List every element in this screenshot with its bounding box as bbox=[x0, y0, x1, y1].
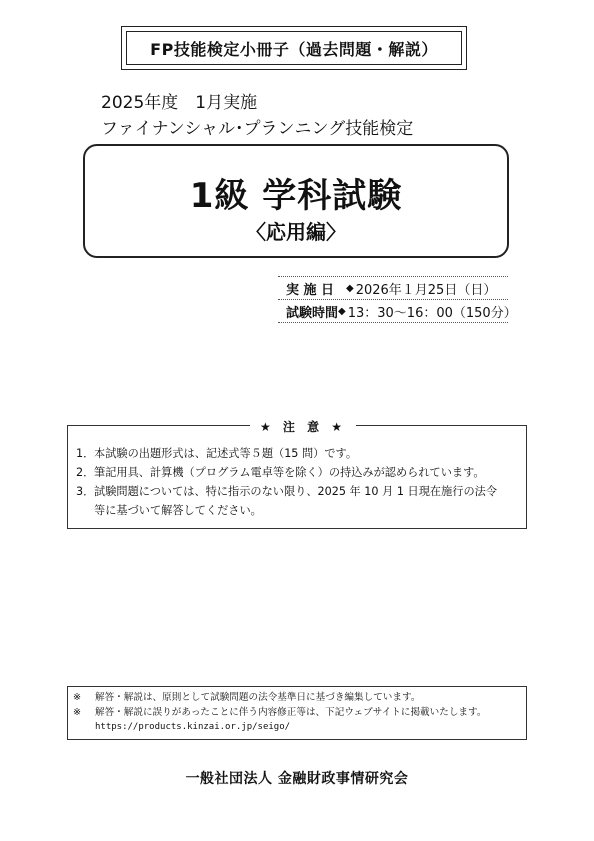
schedule-row-time bbox=[278, 300, 517, 322]
page-subtitle: 〈応用編〉 bbox=[246, 220, 346, 244]
list-item bbox=[76, 482, 524, 501]
schedule-value: 13：30～16：00（150分） bbox=[347, 305, 517, 321]
item-number: 2． bbox=[76, 466, 95, 479]
item-text: 筆記用具、計算機（プログラム電卓等を除く）の持込みが認められています。 bbox=[94, 466, 485, 479]
schedule-value: 2026年１月25日（日） bbox=[355, 282, 497, 298]
notice-list bbox=[76, 444, 524, 520]
item-number: 3． bbox=[76, 485, 95, 498]
schedule-label: 試験時間 bbox=[286, 305, 339, 321]
page-title: 1級 学科試験 bbox=[189, 176, 403, 216]
exam-name: ファイナンシャル･プランニング技能検定 bbox=[101, 119, 414, 139]
title-box bbox=[83, 144, 509, 258]
item-text: 本試験の出題形式は、記述式等５題（15 問）です。 bbox=[94, 447, 358, 460]
publisher-name: 一般社団法人 金融財政事情研究会 bbox=[185, 771, 409, 787]
item-text-continuation: 等に基づいて解答してください。 bbox=[94, 504, 262, 517]
booklet-title: FP技能検定小冊子（過去問題・解説） bbox=[126, 31, 462, 65]
schedule-row-date bbox=[278, 277, 508, 299]
item-text: 試験問題については、特に指示のない限り、2025 年 10 月 1 日現在施行の法令 bbox=[94, 485, 498, 498]
footnote bbox=[73, 690, 523, 705]
exam-year-line: 2025年度 1月実施 bbox=[101, 93, 258, 113]
diamond-icon: ◆ bbox=[338, 305, 346, 317]
item-number: 1． bbox=[76, 447, 95, 460]
divider bbox=[278, 322, 508, 323]
footnote-list bbox=[73, 690, 523, 735]
reference-mark: ※ bbox=[73, 707, 82, 718]
booklet-title-frame bbox=[121, 26, 467, 70]
reference-mark: ※ bbox=[73, 692, 82, 703]
footnote-text: 解答・解説は、原則として試験問題の法令基準日に基づき編集しています。 bbox=[95, 692, 421, 703]
diamond-icon: ◆ bbox=[346, 282, 354, 294]
list-item bbox=[76, 444, 524, 463]
schedule-label: 実 施 日 bbox=[286, 282, 335, 298]
footnote-text: 解答・解説に誤りがあったことに伴う内容修正等は、下記ウェブサイトに掲載いたします。 bbox=[95, 707, 487, 718]
correction-url: https://products.kinzai.or.jp/seigo/ bbox=[95, 722, 291, 732]
notice-heading: ★ 注 意 ★ bbox=[250, 418, 356, 435]
list-item bbox=[76, 463, 524, 482]
footnote bbox=[73, 705, 523, 720]
exam-schedule bbox=[278, 276, 517, 323]
